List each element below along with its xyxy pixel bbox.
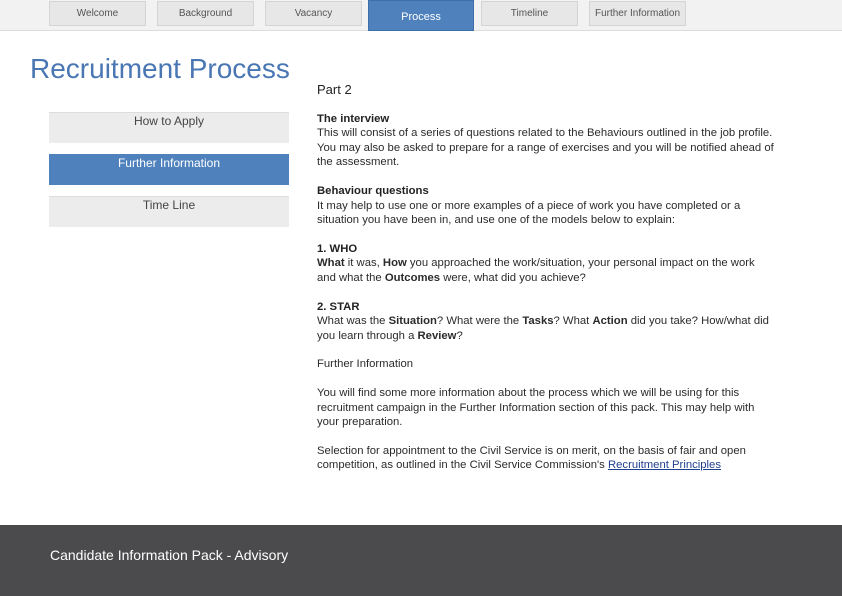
interview-text-line: This will consist of a series of questions related to the Behaviours outlined in the job profile. [317, 127, 773, 140]
further-text-line: You will find some more information about the process which we will be using for this [317, 386, 740, 399]
footer-text: Candidate Information Pack - Advisory [50, 547, 289, 563]
further-information-section [317, 386, 809, 430]
selection-text: competition, as outlined in the Civil Service Commission's [317, 459, 608, 472]
sidebar-item-label: Time Line [142, 198, 196, 212]
star-text-line [317, 314, 809, 329]
recruitment-principles-link[interactable]: Recruitment Principles [607, 459, 721, 472]
who-keyword: How [382, 257, 407, 270]
interview-text-line: You may also be asked to prepare for a range of exercises and you will be notified ahead of [317, 141, 774, 154]
behaviour-heading: Behaviour questions [317, 184, 429, 197]
star-text: ? [456, 329, 463, 342]
behaviour-text-line: It may help to use one or more examples of a piece of work you have completed or a [317, 199, 741, 212]
interview-section [317, 112, 809, 170]
star-text: ? What were the [436, 315, 523, 328]
interview-text-line: the assessment. [317, 156, 400, 169]
further-information-heading: Further Information [317, 358, 414, 371]
behaviour-text-line: situation you have been in, and use one of the models below to explain: [317, 214, 675, 227]
star-text-line [317, 329, 809, 344]
star-keyword: Action [592, 315, 628, 328]
selection-text-line: Selection for appointment to the Civil Service is on merit, on the basis of fair and open [317, 444, 746, 457]
tab-welcome[interactable]: Welcome [49, 1, 146, 26]
star-text: ? What [553, 315, 593, 328]
sidebar-item-further-information[interactable] [49, 154, 289, 185]
who-text: and what the [317, 271, 385, 284]
tab-process[interactable]: Process [368, 0, 474, 31]
part-label: Part 2 [317, 82, 352, 97]
who-model-section [317, 242, 809, 286]
star-keyword: Tasks [522, 315, 554, 328]
footer [0, 525, 842, 596]
further-text-line: your preparation. [317, 416, 403, 429]
interview-heading: The interview [317, 112, 390, 125]
tab-vacancy[interactable]: Vacancy [265, 1, 362, 26]
sidebar-item-how-to-apply[interactable] [49, 112, 289, 143]
star-keyword: Situation [388, 315, 437, 328]
selection-text-line [317, 458, 809, 473]
who-text-line [317, 271, 809, 286]
main-content [317, 83, 809, 487]
who-text: you approached the work/situation, your personal impact on the work [406, 257, 755, 270]
sidebar-item-time-line[interactable] [49, 196, 289, 227]
sidebar-item-label: How to Apply [133, 114, 205, 128]
who-text-line [317, 256, 809, 271]
selection-section [317, 444, 809, 473]
tab-further-information[interactable]: Further Information [589, 1, 686, 26]
who-text: were, what did you achieve? [440, 271, 586, 284]
further-information-heading-block [317, 357, 809, 372]
who-heading: 1. WHO [317, 242, 358, 255]
star-heading: 2. STAR [317, 300, 360, 313]
star-model-section [317, 300, 809, 344]
who-text: it was, [344, 257, 383, 270]
tab-background[interactable]: Background [157, 1, 254, 26]
who-keyword: What [317, 257, 345, 270]
page-title: Recruitment Process [30, 53, 290, 84]
star-text: you learn through a [317, 329, 418, 342]
star-keyword: Review [417, 329, 457, 342]
tab-timeline[interactable]: Timeline [481, 1, 578, 26]
behaviour-section [317, 184, 809, 228]
star-text: did you take? How/what did [627, 315, 769, 328]
who-keyword: Outcomes [384, 271, 441, 284]
sidebar-item-label: Further Information [117, 156, 221, 170]
top-tab-bar [0, 0, 842, 31]
further-text-line: recruitment campaign in the Further Information section of this pack. This may help with [317, 401, 755, 414]
star-text: What was the [317, 315, 389, 328]
